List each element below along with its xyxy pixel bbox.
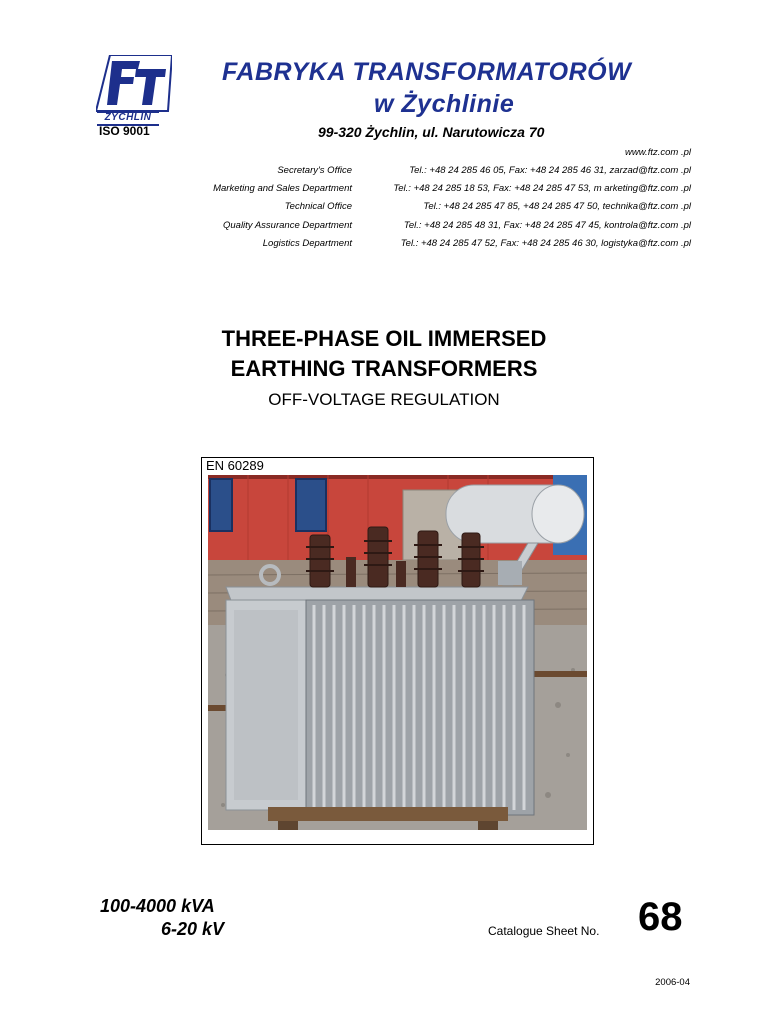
document-subtitle: OFF-VOLTAGE REGULATION xyxy=(268,390,500,409)
contact-row xyxy=(150,165,691,179)
company-name-line2: w Żychlinie xyxy=(374,90,515,118)
website-link[interactable]: www.ftz.com .pl xyxy=(625,147,691,158)
contact-info: Tel.: +48 24 285 47 85, +48 24 285 47 50, technika@ftz.com .pl xyxy=(423,201,691,212)
company-address: 99-320 Żychlin, ul. Narutowicza 70 xyxy=(318,124,545,140)
document-title-line2: EARTHING TRANSFORMERS xyxy=(230,356,538,381)
power-range: 100-4000 kVA xyxy=(100,896,215,916)
catalogue-sheet-number: 68 xyxy=(638,895,683,939)
voltage-range: 6-20 kV xyxy=(161,919,225,939)
contact-info: Tel.: +48 24 285 46 05, Fax: +48 24 285 46 31, zarzad@ftz.com .pl xyxy=(409,165,691,176)
contact-row xyxy=(150,183,691,197)
document-date: 2006-04 xyxy=(655,977,690,988)
contact-info: Tel.: +48 24 285 18 53, Fax: +48 24 285 47 53, m arketing@ftz.com .pl xyxy=(393,183,691,194)
contact-department: Logistics Department xyxy=(262,238,352,249)
iso-certification: ISO 9001 xyxy=(99,124,150,138)
contact-row xyxy=(150,220,691,234)
catalogue-sheet-label: Catalogue Sheet No. xyxy=(488,924,600,938)
company-name-line1: FABRYKA TRANSFORMATORÓW xyxy=(222,58,632,86)
transformer-photo xyxy=(208,475,587,830)
standard-label: EN 60289 xyxy=(206,458,264,473)
contact-info: Tel.: +48 24 285 48 31, Fax: +48 24 285 47 45, kontrola@ftz.com .pl xyxy=(403,220,691,231)
contact-department: Marketing and Sales Department xyxy=(213,183,352,194)
contact-row xyxy=(150,201,691,215)
logo-brand-text: ZYCHLIN xyxy=(97,111,159,126)
contact-department: Technical Office xyxy=(284,201,352,212)
contact-department: Secretary's Office xyxy=(277,165,352,176)
contact-row xyxy=(150,238,691,252)
contact-department: Quality Assurance Department xyxy=(222,220,352,231)
contact-info: Tel.: +48 24 285 47 52, Fax: +48 24 285 46 30, logistyka@ftz.com .pl xyxy=(400,238,691,249)
document-title-line1: THREE-PHASE OIL IMMERSED xyxy=(221,326,547,351)
